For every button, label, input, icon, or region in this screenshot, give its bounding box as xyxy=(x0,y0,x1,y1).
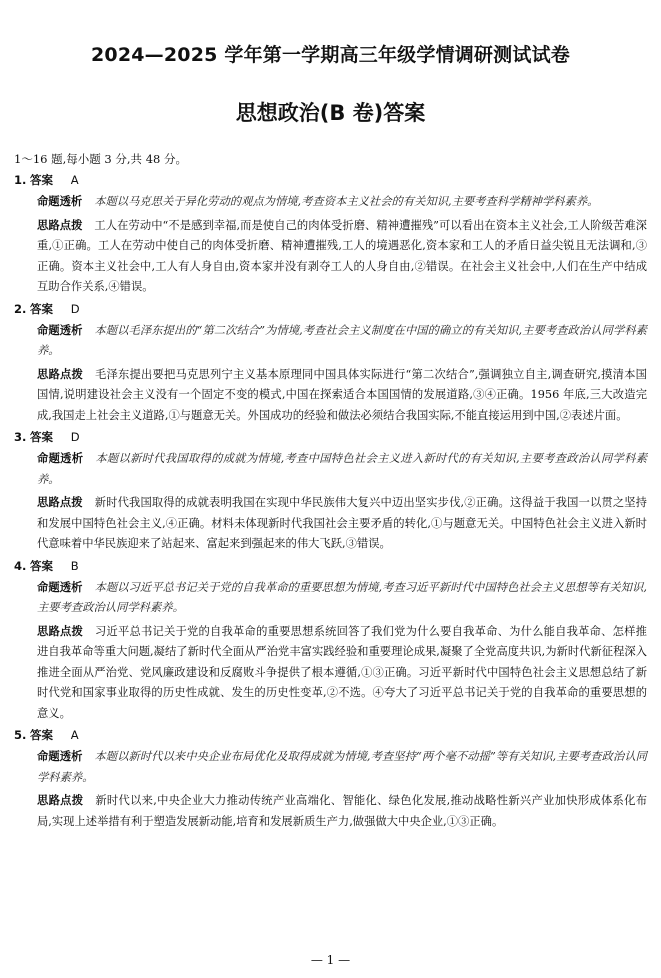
analysis-paragraph xyxy=(37,747,647,788)
hint-label: 思路点拨 xyxy=(37,496,83,509)
answer-list xyxy=(14,172,647,835)
analysis-paragraph xyxy=(37,321,647,362)
answer-value: D xyxy=(70,430,80,444)
answer-item-4 xyxy=(14,558,647,725)
hint-text: 新时代以来,中央企业大力推动传统产业高端化、智能化、绿色化发展,推动战略性新兴产业加快形成体系化布局,实现上述举措有利于塑造发展新动能,培育和发展新质生产力,做强做大中央企业,①③正确。 xyxy=(37,794,647,828)
hint-label: 思路点拨 xyxy=(37,367,84,381)
answer-value: B xyxy=(70,558,79,573)
page-number: — 1 — xyxy=(310,953,351,967)
analysis-label: 命题透析 xyxy=(37,195,83,208)
hint-paragraph xyxy=(37,493,647,555)
question-number: 3. xyxy=(14,430,27,444)
answer-item-3 xyxy=(14,429,647,555)
analysis-text: 本题以习近平总书记关于党的自我革命的重要思想为情境,考查习近平新时代中国特色社会主义思想等有关知识,主要考查政治认同学科素养。 xyxy=(37,580,647,614)
hint-text: 习近平总书记关于党的自我革命的重要思想系统回答了我们党为什么要自我革命、为什么能自我革命、怎样推进自我革命等重大问题,凝结了新时代全面从严治党丰富实践经验和重要理论成果,凝聚了全党高度共识,为新时代新征程深入推进全面从严治党、党风廉政建设和反腐败斗争提供了根本遵循,①③正确。习近平新时代中国特色社会主义思想总结了新时代党和国家事业取得的历史性成就、发生的历史性变革,②不选。④夸大了习近平总书记关于党的自我革命的重要思想的意义。 xyxy=(37,624,647,720)
hint-label: 思路点拨 xyxy=(37,794,84,807)
analysis-label: 命题透析 xyxy=(37,452,84,465)
answer-value: D xyxy=(70,301,80,316)
answer-item-2 xyxy=(14,301,647,427)
hint-text: 工人在劳动中“不是感到幸福,而是使自己的肉体受折磨、精神遭摧残”可以看出在资本主义社会,工人阶级苦难深重,①正确。工人在劳动中使自己的肉体受折磨、精神遭摧残,工人的境遇恶化,资本家和工人的矛盾日益尖锐且无法调和,③正确。资本主义社会中,工人有人身自由,资本家并没有剥夺工人的人身自由,②错误。在社会主义社会中,人们在生产中结成互助合作关系,④错误。 xyxy=(37,218,647,293)
hint-label: 思路点拨 xyxy=(37,624,84,638)
question-number: 4. xyxy=(14,558,27,573)
hint-paragraph xyxy=(37,216,647,298)
analysis-text: 本题以新时代以来中央企业布局优化及取得成就为情境,考查坚持“两个毫不动摇”等有关知识,主要考查政治认同学科素养。 xyxy=(37,750,647,784)
hint-paragraph xyxy=(37,622,647,725)
answer-label: 答案 xyxy=(30,301,54,316)
analysis-text: 本题以毛泽东提出的“第二次结合”为情境,考查社会主义制度在中国的确立的有关知识,主要考查政治认同学科素养。 xyxy=(37,323,647,357)
analysis-paragraph xyxy=(37,449,647,490)
analysis-label: 命题透析 xyxy=(37,323,83,337)
answer-label: 答案 xyxy=(30,728,54,742)
analysis-label: 命题透析 xyxy=(37,580,83,594)
hint-paragraph xyxy=(37,791,647,832)
answer-label: 答案 xyxy=(30,558,54,573)
question-number: 1. xyxy=(14,173,27,187)
hint-paragraph xyxy=(37,365,647,427)
hint-text: 毛泽东提出要把马克思列宁主义基本原理同中国具体实际进行“第二次结合”,强调独立自主,调查研究,摸清本国国情,说明建设社会主义没有一个固定不变的模式,中国在探索适合本国国情的发展道路,③④正确。1956 年底,三大改造完成,我国走上社会主义道路,①与题意无关。外国成功的经验和做法必须结合我国实际,不能直接运用到中国,②表述片面。 xyxy=(37,367,647,422)
answer-item-5 xyxy=(14,727,647,832)
question-number: 5. xyxy=(14,728,27,742)
analysis-paragraph xyxy=(37,578,647,619)
page-title: 2024—2025 学年第一学期高三年级学情调研测试试卷 xyxy=(91,44,570,66)
answer-label: 答案 xyxy=(30,173,54,187)
scoring-note: 1～16 题,每小题 3 分,共 48 分。 xyxy=(14,152,187,166)
answer-item-1 xyxy=(14,172,647,298)
page-subtitle: 思想政治(B 卷)答案 xyxy=(235,101,426,125)
analysis-paragraph xyxy=(37,192,647,213)
answer-value: A xyxy=(70,728,79,742)
hint-text: 新时代我国取得的成就表明我国在实现中华民族伟大复兴中迈出坚实步伐,②正确。这得益于我国一以贯之坚持和发展中国特色社会主义,④正确。材料未体现新时代我国社会主要矛盾的转化,①与题意无关。中国特色社会主义进入新时代意味着中华民族迎来了站起来、富起来到强起来的伟大飞跃,③错误。 xyxy=(37,496,647,550)
answer-value: A xyxy=(70,173,79,187)
analysis-text: 本题以新时代我国取得的成就为情境,考查中国特色社会主义进入新时代的有关知识,主要考查政治认同学科素养。 xyxy=(37,452,647,486)
hint-label: 思路点拨 xyxy=(37,218,83,232)
question-number: 2. xyxy=(14,301,27,316)
analysis-text: 本题以马克思关于异化劳动的观点为情境,考查资本主义社会的有关知识,主要考查科学精神学科素养。 xyxy=(94,195,599,208)
analysis-label: 命题透析 xyxy=(37,750,83,763)
answer-label: 答案 xyxy=(30,430,54,444)
